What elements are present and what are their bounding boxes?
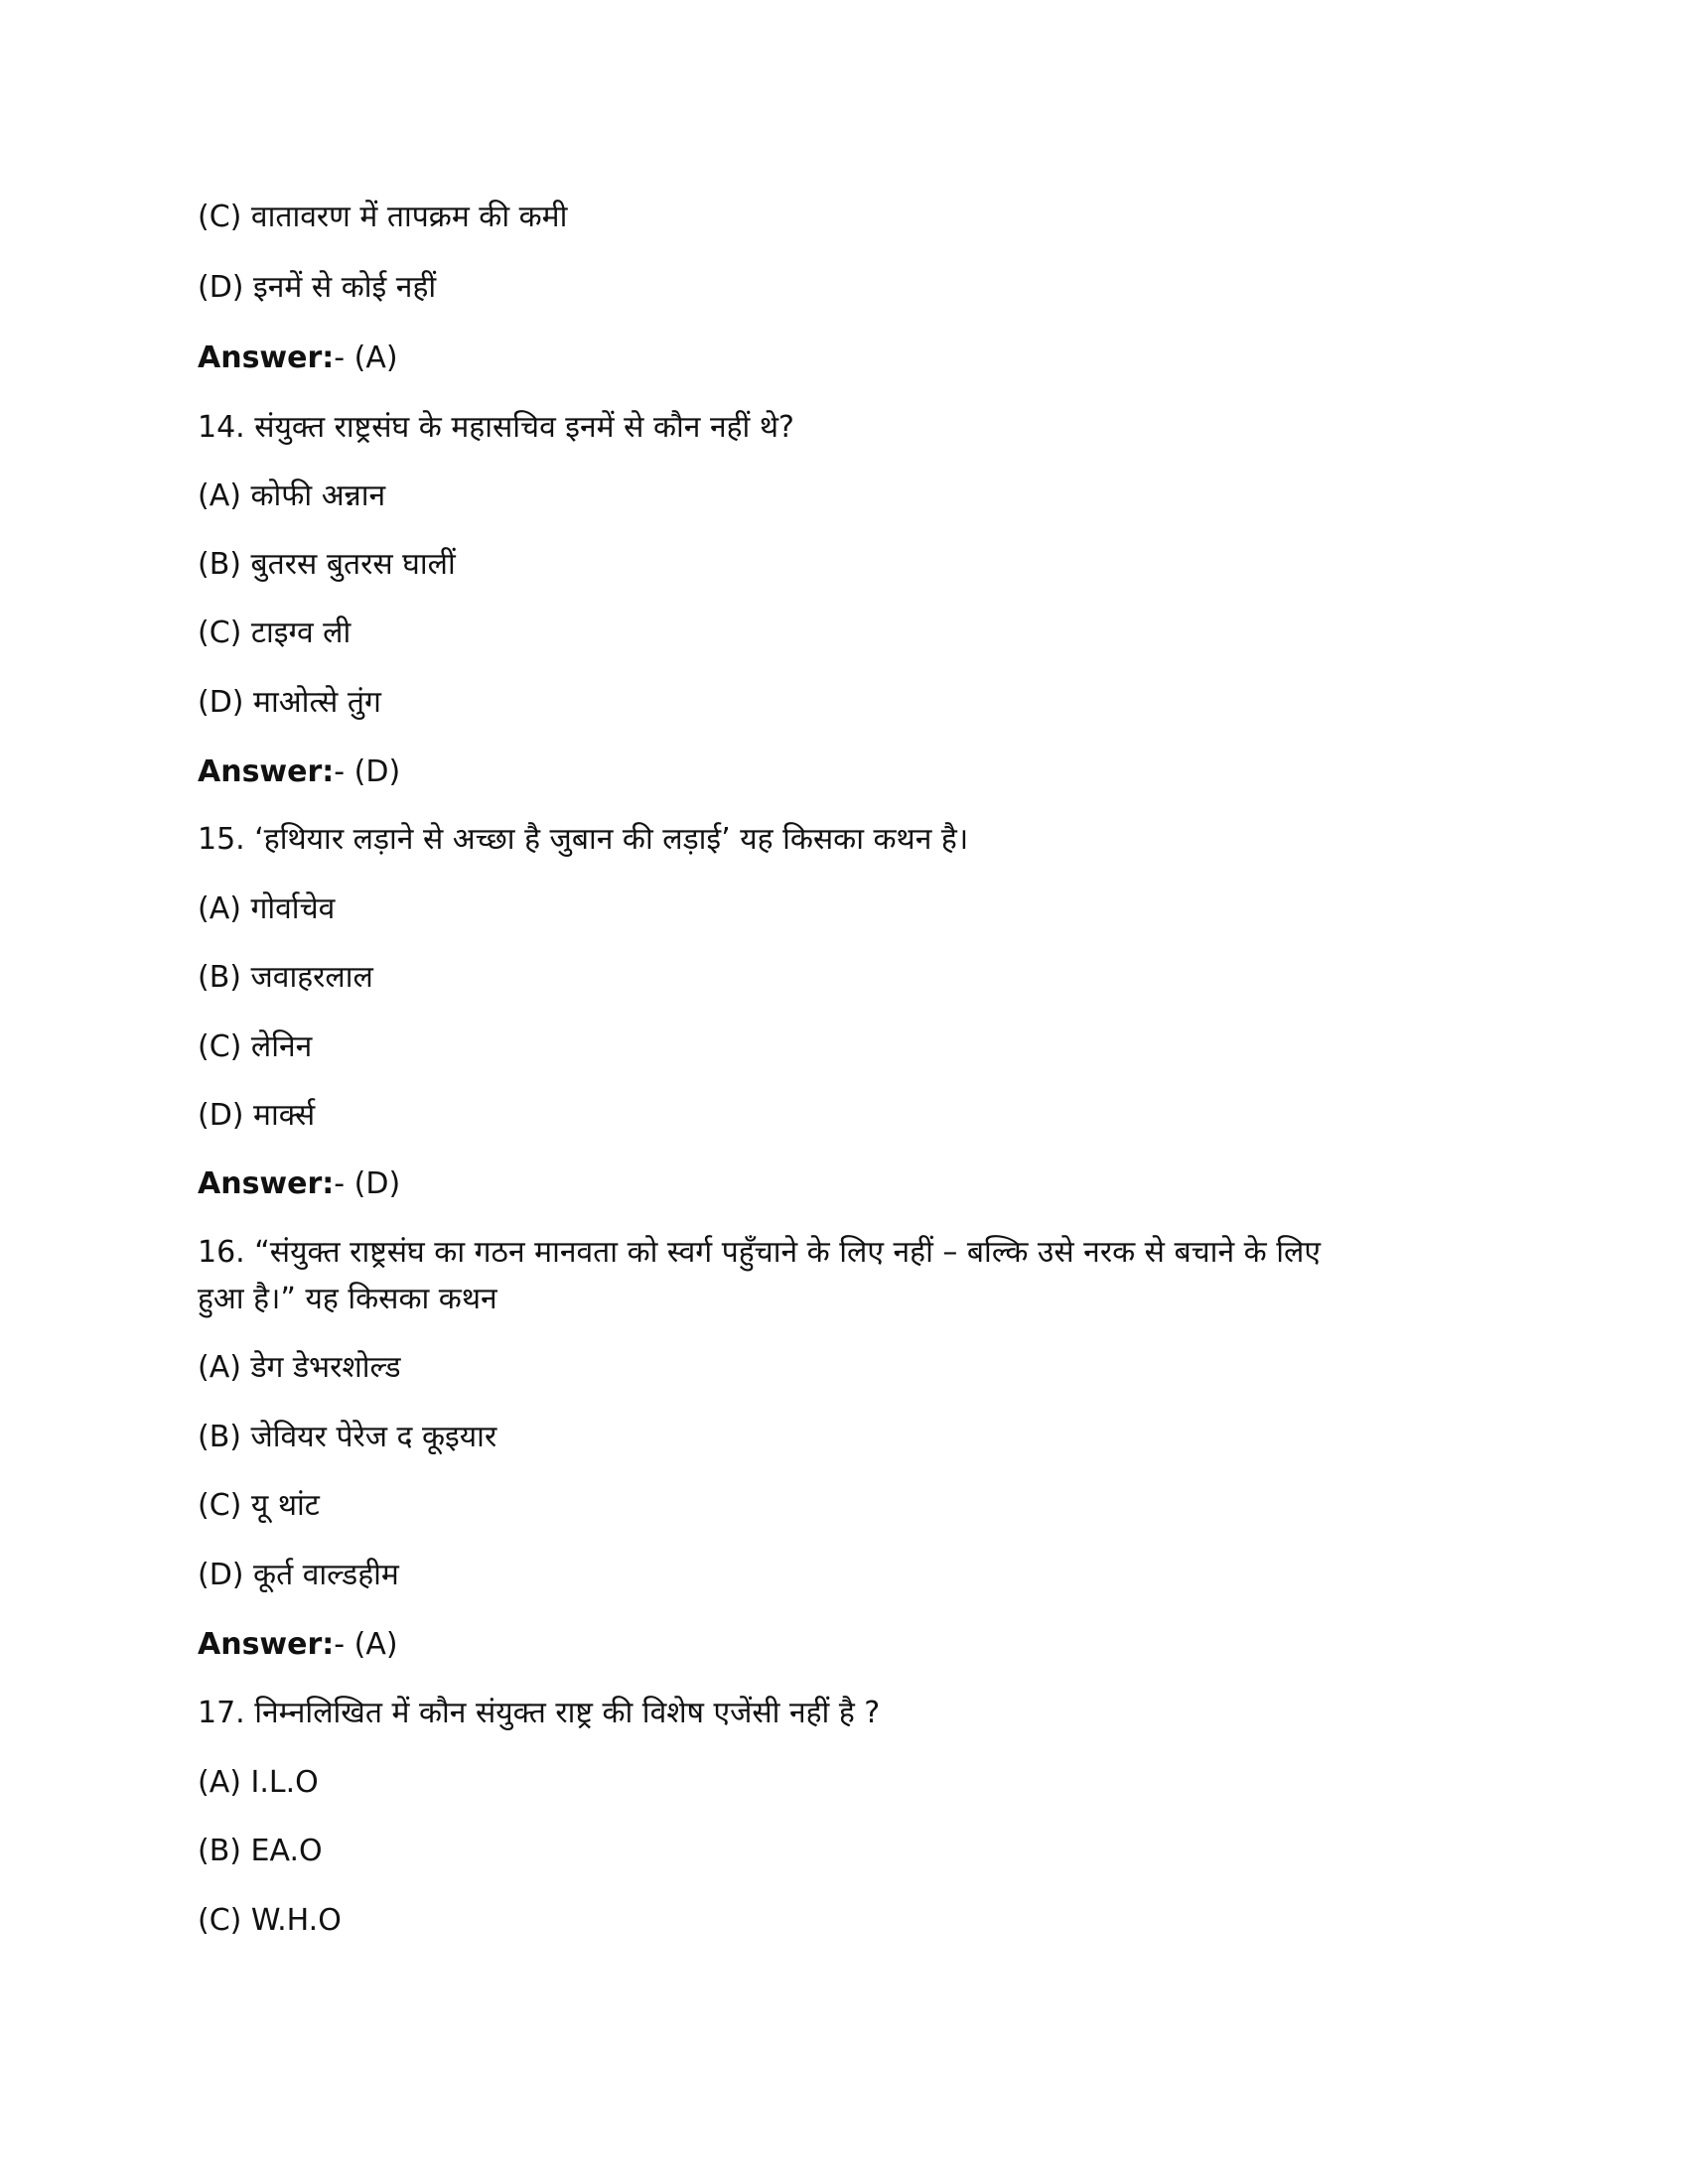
answer-line <box>198 1164 400 1204</box>
option-line: (C) यू थांट <box>198 1488 320 1523</box>
answer-value: - (A) <box>334 1627 398 1662</box>
answer-line <box>198 752 400 792</box>
answer-label: Answer: <box>198 341 335 375</box>
option-line: (D) माओत्से तुंग <box>198 685 381 720</box>
option-line: (B) EA.O <box>198 1834 323 1868</box>
answer-value: - (D) <box>334 1166 401 1201</box>
answer-label: Answer: <box>198 754 335 789</box>
answer-value: - (A) <box>334 341 398 375</box>
answer-line <box>198 339 398 378</box>
option-line: (C) टाइग्व ली <box>198 615 352 650</box>
option-line: (C) W.H.O <box>198 1903 342 1938</box>
option-line: (A) गोर्वाचेव <box>198 891 336 926</box>
answer-label: Answer: <box>198 1627 335 1662</box>
option-line: (B) जवाहरलाल <box>198 960 373 995</box>
option-line: (B) जेवियर पेरेज द कूइयार <box>198 1420 497 1454</box>
option-line: (D) मार्क्स <box>198 1098 316 1133</box>
question-line: हुआ है।” यह किसका कथन <box>198 1282 497 1316</box>
question-line: 17. निम्नलिखित में कौन संयुक्त राष्ट्र की विशेष एजेंसी नहीं है ? <box>198 1696 881 1730</box>
option-line: (B) बुतरस बुतरस घालीं <box>198 547 456 582</box>
option-line: (D) इनमें से कोई नहीं <box>198 270 437 305</box>
option-line: (A) कोफी अन्नान <box>198 478 386 513</box>
question-line: 15. ‘हथियार लड़ाने से अच्छा है जुबान की लड़ाई’ यह किसका कथन है। <box>198 822 969 857</box>
option-line: (C) वातावरण में तापक्रम की कमी <box>198 200 568 234</box>
option-line: (A) I.L.O <box>198 1765 319 1800</box>
option-line: (C) लेनिन <box>198 1029 313 1064</box>
question-line: 14. संयुक्त राष्ट्रसंघ के महासचिव इनमें से कौन नहीं थे? <box>198 410 794 445</box>
question-line: 16. “संयुक्त राष्ट्रसंघ का गठन मानवता को स्वर्ग पहुँचाने के लिए नहीं – बल्कि उसे नरक से बचाने के लिए <box>198 1235 1321 1270</box>
option-line: (D) कूर्त वाल्डहीम <box>198 1558 399 1592</box>
answer-line <box>198 1625 398 1665</box>
answer-label: Answer: <box>198 1166 335 1201</box>
option-line: (A) डेग डेभरशोल्ड <box>198 1350 401 1385</box>
answer-value: - (D) <box>334 754 401 789</box>
